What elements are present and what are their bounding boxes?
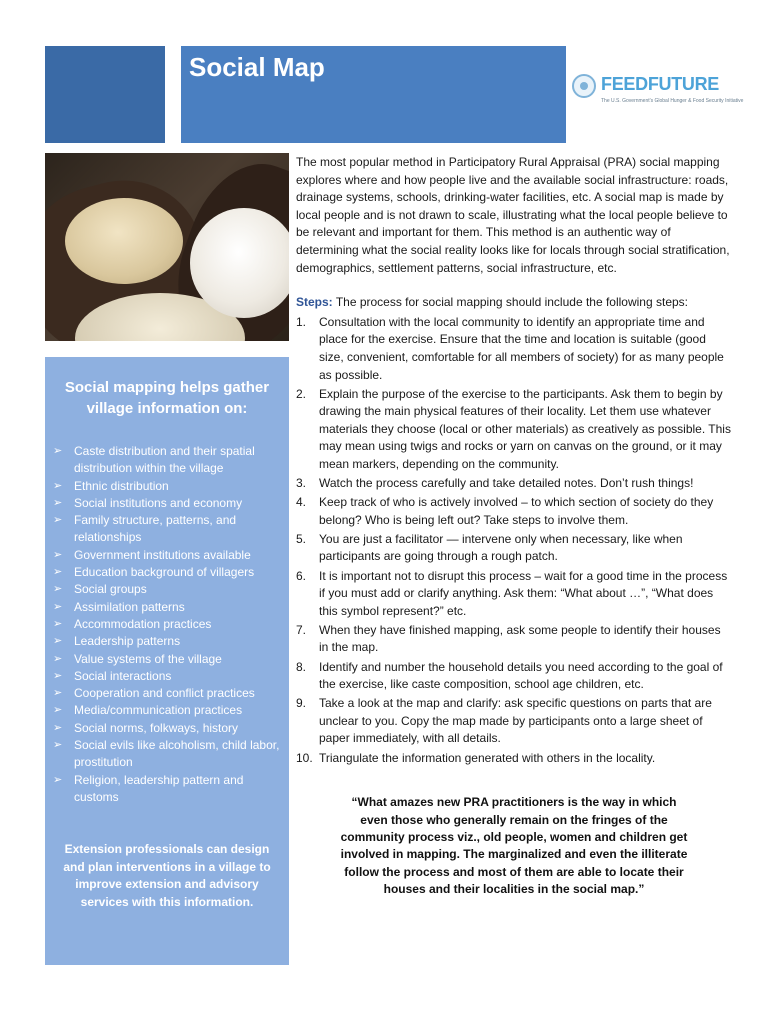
info-sidebar [45,357,289,965]
page-title: Social Map [189,52,325,82]
title-banner [181,46,566,143]
step-number: 10. [296,750,313,765]
step-text: Keep track of who is actively involved – to which section of society do they belong? Who is being left out? Take steps to involve them. [319,495,714,527]
usaid-seal-icon [572,74,596,98]
sidebar-list-item: ➢ Social groups [53,581,281,598]
sidebar-list-item: ➢ Ethnic distribution [53,478,281,495]
white-rice-pile [190,208,289,318]
step-item [296,622,732,657]
sidebar-list-item: ➢ Value systems of the village [53,651,281,668]
step-item [296,659,732,694]
feed-the-future-logo [572,72,744,108]
logo-word-future: FUTURE [647,74,720,94]
step-item [296,531,732,566]
step-item [296,475,732,493]
step-item [296,568,732,621]
step-number: 8. [296,659,307,674]
sidebar-list-item: ➢ Social norms, folkways, history [53,720,281,737]
step-item [296,750,732,768]
header-accent-block [45,46,165,143]
sidebar-list-item: ➢ Caste distribution and their spatial distribution within the village [53,443,281,478]
step-text: You are just a facilitator — intervene only when necessary, like when participants are going through a rough patch. [319,531,683,564]
sidebar-list-item: ➢ Social interactions [53,668,281,685]
intro-paragraph: The most popular method in Participatory Rural Appraisal (PRA) social mapping explores where and how people live and the available social infrastructure: roads, drainage systems, schools, drinking-water facilities, etc. A social map is made by local people and is not drawn to scale, illustrating what the local people believe to be relevant and important for them. This method is an authentic way of determining what the social reality looks like for locals through social stratification, demographics, settlement patterns, social infrastructure, etc. [296,155,730,275]
step-text: Consultation with the local community to identify an appropriate time and place for the exercise. Ensure that the time and location is suitable (good size, convenient, comfortable for all members of society) for as many people as possible. [319,314,724,382]
logo-wordmark [601,74,719,95]
step-item [296,494,732,529]
step-number: 6. [296,568,307,583]
step-text: Identify and number the household details you need according to the goal of the exercise, like caste composition, school age children, etc. [319,659,723,692]
sidebar-list-item: ➢ Education background of villagers [53,564,281,581]
rice-hands-photo [45,153,289,341]
steps-label: Steps: [296,295,333,310]
step-text: Explain the purpose of the exercise to the participants. Ask them to begin by drawing the main physical features of their locality. Let them use whatever materials they choose (local or other materials) as creatively as possible. This may mean using twigs and rocks or yarn on canvas on the ground, or it may mean markers, depending on the community. [319,386,731,471]
step-text: It is important not to disrupt this process – wait for a good time in the process if you must add or clarify anything. Ask them: “What about …”, “What does this symbol represent?” etc. [319,568,728,618]
main-content [296,154,732,899]
steps-list [296,314,732,767]
step-text: Watch the process carefully and take detailed notes. Don’t rush things! [319,476,694,491]
sidebar-list-item: ➢ Cooperation and conflict practices [53,685,281,702]
step-number: 3. [296,476,307,491]
sidebar-list [53,443,281,806]
sidebar-list-item: ➢ Social institutions and economy [53,495,281,512]
step-text: When they have finished mapping, ask some people to identify their houses in the map. [319,622,721,655]
sidebar-list-item: ➢ Media/communication practices [53,702,281,719]
step-item [296,314,732,384]
sidebar-list-item: ➢ Religion, leadership pattern and customs [53,772,281,807]
pull-quote: “What amazes new PRA practitioners is the way in which even those who generally remain on the fringes of the community process viz., old people, women and children get involved in mapping. The marginalized and even the illiterate follow the process and most of them are able to locate their houses and their localities in the social map.” [340,795,688,897]
step-number: 9. [296,696,307,711]
sidebar-list-item: ➢ Accommodation practices [53,616,281,633]
step-number: 2. [296,386,307,401]
step-number: 7. [296,622,307,637]
sidebar-list-item: ➢ Leadership patterns [53,633,281,650]
step-number: 5. [296,531,307,546]
step-item [296,386,732,474]
step-text: Take a look at the map and clarify: ask specific questions on parts that are unclear to you. Copy the map made by participants onto a large sheet of paper immediately, with all details. [319,696,712,746]
step-item [296,695,732,748]
brown-rice-pile [65,198,183,284]
logo-word-feed: FEED [601,74,648,94]
sidebar-list-item: ➢ Social evils like alcoholism, child labor, prostitution [53,737,281,772]
steps-intro [296,294,732,312]
sidebar-list-item: ➢ Government institutions available [53,547,281,564]
step-text: Triangulate the information generated with others in the locality. [319,750,656,765]
sidebar-heading: Social mapping helps gather village information on: [64,379,270,417]
sidebar-list-item: ➢ Family structure, patterns, and relationships [53,512,281,547]
logo-tagline: The U.S. Government's Global Hunger & Food Security Initiative [601,98,744,104]
sidebar-footer-note: Extension professionals can design and plan interventions in a village to improve extension and advisory services with this information. [63,842,271,909]
sidebar-list-item: ➢ Assimilation patterns [53,599,281,616]
steps-intro-text: The process for social mapping should include the following steps: [335,295,689,310]
step-number: 4. [296,495,307,510]
step-number: 1. [296,314,307,329]
